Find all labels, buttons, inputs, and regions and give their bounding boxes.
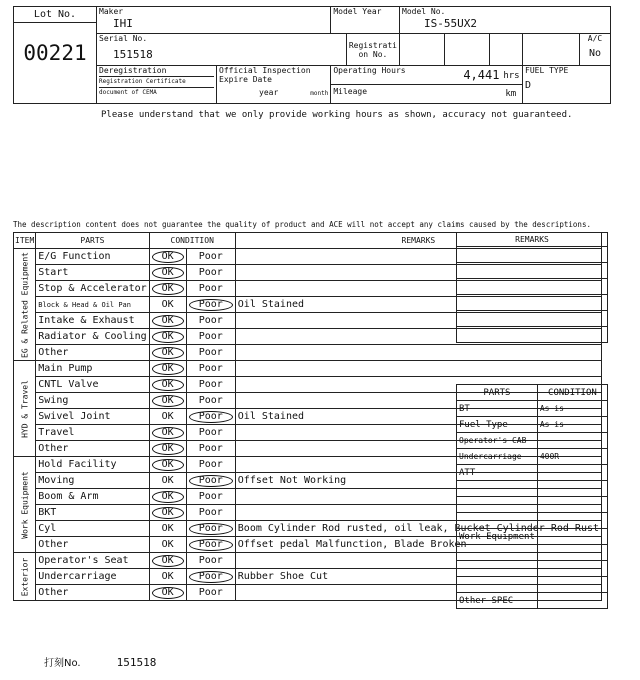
parts-row	[457, 401, 608, 417]
right-part-name: Undercarriage	[457, 449, 538, 465]
condition-ok-text: OK	[152, 267, 184, 279]
header-table	[13, 6, 611, 104]
lot-cell	[14, 7, 97, 104]
condition-ok	[149, 377, 186, 393]
condition-poor	[186, 361, 235, 377]
condition-ok-text: OK	[152, 283, 184, 295]
condition-ok	[149, 457, 186, 473]
remarks-box	[457, 247, 608, 263]
condition-ok-text: OK	[161, 475, 174, 486]
condition-ok	[149, 409, 186, 425]
condition-ok-text: OK	[161, 571, 174, 582]
remarks2-header: REMARKS	[457, 233, 608, 247]
maker-cell	[97, 7, 331, 34]
condition-ok	[149, 553, 186, 569]
condition-poor-text: Poor	[198, 267, 223, 278]
condition-ok	[149, 329, 186, 345]
condition-ok	[149, 441, 186, 457]
condition-ok	[149, 393, 186, 409]
condition-ok	[149, 505, 186, 521]
part-name: Cyl	[36, 521, 149, 537]
condition-poor-text: Poor	[198, 459, 223, 470]
inspection-label: Official Inspection Expire Date	[219, 66, 311, 84]
model-no-cell	[400, 7, 611, 34]
remark: Oil Stained	[235, 297, 601, 313]
condition-ok-text: OK	[152, 379, 184, 391]
condition-poor	[186, 425, 235, 441]
condition-ok-text: OK	[161, 299, 174, 310]
condition-poor-text: Poor	[198, 491, 223, 502]
condition-ok	[149, 281, 186, 297]
condition-poor	[186, 281, 235, 297]
remarks-box	[457, 311, 608, 327]
footer	[44, 654, 156, 669]
condition-ok-text: OK	[161, 539, 174, 550]
right-remarks-table	[456, 232, 608, 343]
hours-cell	[331, 66, 523, 104]
part-name: Stop & Accelerator	[36, 281, 149, 297]
condition-ok-text: OK	[152, 363, 184, 375]
condition-poor	[186, 585, 235, 601]
other-spec-label: Other SPEC	[457, 593, 538, 609]
condition-poor-text: Poor	[198, 331, 223, 342]
condition-ok-text: OK	[152, 331, 184, 343]
condition-poor-text: Poor	[189, 411, 233, 423]
hours-value: 4,441	[463, 68, 500, 82]
condition-ok	[149, 297, 186, 313]
reg-box-4	[523, 34, 580, 66]
lot-no-value: 00221	[23, 41, 87, 65]
inspection-cell	[217, 66, 331, 104]
fuel-type-label: FUEL TYPE	[525, 66, 569, 75]
part-name: Moving	[36, 473, 149, 489]
parts-label: PARTS	[457, 385, 538, 401]
condition-poor	[186, 537, 235, 553]
group-label: HYD & Travel	[20, 379, 30, 438]
condition-poor	[186, 553, 235, 569]
serial-label: Serial No.	[99, 34, 148, 43]
part-name: Swing	[36, 393, 149, 409]
remark: Oil Stained	[235, 409, 601, 425]
remarks-box	[457, 279, 608, 295]
condition-ok	[149, 473, 186, 489]
condition-poor-text: Poor	[198, 555, 223, 566]
part-name: Operator's Seat	[36, 553, 149, 569]
reg-cert-label: Registration Certificate	[99, 76, 214, 87]
condition-poor	[186, 521, 235, 537]
condition-poor-text: Poor	[198, 251, 223, 262]
model-no-value: IS-55UX2	[424, 17, 477, 30]
fuel-type-cell	[523, 66, 611, 104]
remark: Offset Not Working	[235, 473, 601, 489]
ac-label: A/C	[587, 34, 603, 43]
hrs-unit: hrs	[503, 71, 520, 81]
remark: Boom Cylinder Rod rusted, oil leak, Bucket Cylinder Rod Rust	[235, 521, 601, 537]
condition-ok	[149, 569, 186, 585]
model-year-label: Model Year	[333, 7, 382, 16]
condition-ok	[149, 249, 186, 265]
footer-value: 151518	[116, 656, 157, 669]
parts-row	[457, 433, 608, 449]
condition-poor-text: Poor	[198, 379, 223, 390]
condition-poor-text: Poor	[189, 523, 233, 535]
part-name: Main Pump	[36, 361, 149, 377]
condition-poor	[186, 393, 235, 409]
right-part-condition: 400R	[537, 449, 607, 465]
parts-row	[457, 417, 608, 433]
km-unit: km	[505, 89, 517, 99]
condition-poor	[186, 377, 235, 393]
op-hours-label: Operating Hours	[333, 66, 406, 75]
remark: Rubber Shoe Cut	[235, 569, 601, 585]
col-item: ITEM	[14, 233, 36, 249]
condition-poor	[186, 441, 235, 457]
part-name: Other	[36, 441, 149, 457]
condition-poor-text: Poor	[198, 443, 223, 454]
part-name: Other	[36, 345, 149, 361]
part-name: Radiator & Cooling	[36, 329, 149, 345]
condition-poor-text: Poor	[198, 395, 223, 406]
dereg-cell	[97, 66, 217, 104]
year-label: year	[259, 88, 279, 97]
parts-row	[457, 449, 608, 465]
group-label-cell	[14, 457, 36, 553]
condition-ok-text: OK	[152, 507, 184, 519]
condition-poor	[186, 313, 235, 329]
fuel-type-value: D	[525, 80, 532, 91]
condition-poor-text: Poor	[198, 283, 223, 294]
work-equipment-label: Work Equipment	[457, 529, 538, 545]
description-notice: The description content does not guarantee the quality of product and ACE will not accept any claims caused by the descriptions.	[13, 220, 591, 229]
condition-ok	[149, 537, 186, 553]
condition-ok-text: OK	[152, 395, 184, 407]
condition-ok-text: OK	[152, 347, 184, 359]
condition-ok-text: OK	[161, 411, 174, 422]
group-label: Work Equipment	[20, 470, 30, 539]
part-name: Swivel Joint	[36, 409, 149, 425]
condition-label: CONDITION	[537, 385, 607, 401]
condition-ok-text: OK	[152, 251, 184, 263]
condition-poor	[186, 249, 235, 265]
part-name: Undercarriage	[36, 569, 149, 585]
condition-poor	[186, 505, 235, 521]
part-name: Other	[36, 585, 149, 601]
serial-cell	[97, 34, 347, 66]
part-name: Start	[36, 265, 149, 281]
condition-poor	[186, 569, 235, 585]
reg-box-2	[445, 34, 490, 66]
part-name: Hold Facility	[36, 457, 149, 473]
part-name: Boom & Arm	[36, 489, 149, 505]
group-label: EG & Related Equipment	[20, 251, 30, 358]
condition-poor-text: Poor	[198, 427, 223, 438]
cema-label: document of CEMA	[99, 87, 214, 98]
condition-poor	[186, 457, 235, 473]
reg-box-1	[400, 34, 445, 66]
condition-poor-text: Poor	[198, 315, 223, 326]
condition-ok	[149, 489, 186, 505]
right-part-name: ATT	[457, 465, 538, 481]
parts-condition-table	[456, 384, 608, 609]
part-name: Other	[36, 537, 149, 553]
dereg-label: Deregistration	[99, 66, 167, 75]
parts-row	[457, 465, 608, 481]
condition-poor-text: Poor	[189, 299, 233, 311]
remark	[235, 361, 601, 377]
right-part-name: Fuel Type	[457, 417, 538, 433]
condition-poor-text: Poor	[189, 539, 233, 551]
group-label-cell	[14, 553, 36, 601]
condition-poor	[186, 297, 235, 313]
condition-ok-text: OK	[152, 491, 184, 503]
col-remarks: REMARKS	[235, 233, 601, 249]
condition-ok-text: OK	[152, 443, 184, 455]
condition-poor	[186, 329, 235, 345]
condition-poor	[186, 473, 235, 489]
condition-ok-text: OK	[152, 555, 184, 567]
condition-poor-text: Poor	[198, 347, 223, 358]
model-no-label: Model No.	[402, 7, 446, 16]
hours-notice: Please understand that we only provide working hours as shown, accuracy not guaranteed.	[101, 110, 573, 120]
col-condition: CONDITION	[149, 233, 235, 249]
serial-value: 151518	[113, 48, 153, 61]
condition-ok-text: OK	[152, 587, 184, 599]
right-part-condition	[537, 433, 607, 449]
condition-ok	[149, 585, 186, 601]
condition-ok	[149, 345, 186, 361]
remarks-box	[457, 327, 608, 343]
footer-label: 打刻No.	[44, 658, 81, 669]
part-name: Block & Head & Oil Pan	[36, 297, 149, 313]
condition-ok-text: OK	[152, 459, 184, 471]
month-label: month	[310, 90, 329, 97]
condition-ok	[149, 425, 186, 441]
condition-ok	[149, 361, 186, 377]
col-parts: PARTS	[36, 233, 149, 249]
part-name: E/G Function	[36, 249, 149, 265]
part-name: CNTL Valve	[36, 377, 149, 393]
group-label: Exterior	[20, 557, 30, 596]
condition-ok	[149, 265, 186, 281]
part-name: BKT	[36, 505, 149, 521]
reg-box-3	[490, 34, 523, 66]
registration-label: Registrati on No.	[346, 34, 399, 66]
right-part-name: Operator's CAB	[457, 433, 538, 449]
condition-poor-text: Poor	[189, 571, 233, 583]
maker-label: Maker	[99, 7, 124, 16]
right-part-condition: As is	[537, 417, 607, 433]
condition-ok-text: OK	[152, 315, 184, 327]
part-name: Intake & Exhaust	[36, 313, 149, 329]
right-part-name: BT	[457, 401, 538, 417]
remarks-box	[457, 295, 608, 311]
condition-ok-text: OK	[161, 523, 174, 534]
condition-ok	[149, 313, 186, 329]
part-name: Travel	[36, 425, 149, 441]
table-row	[14, 361, 602, 377]
right-part-condition	[537, 465, 607, 481]
condition-poor-text: Poor	[198, 363, 223, 374]
condition-ok	[149, 521, 186, 537]
remark: Offset pedal Malfunction, Blade Broken	[235, 537, 601, 553]
group-label-cell	[14, 249, 36, 361]
ac-cell	[580, 34, 611, 66]
model-year-cell	[331, 7, 400, 34]
condition-poor-text: Poor	[198, 587, 223, 598]
group-label-cell	[14, 361, 36, 457]
maker-value: IHI	[113, 17, 133, 30]
right-part-condition: As is	[537, 401, 607, 417]
condition-poor-text: Poor	[189, 475, 233, 487]
remarks-box	[457, 263, 608, 279]
condition-poor	[186, 345, 235, 361]
ac-value: No	[588, 48, 602, 59]
condition-poor	[186, 409, 235, 425]
condition-poor	[186, 265, 235, 281]
lot-no-label: Lot No.	[14, 7, 96, 23]
remark	[235, 345, 601, 361]
condition-poor	[186, 489, 235, 505]
table-row	[14, 345, 602, 361]
mileage-label: Mileage	[333, 87, 368, 96]
condition-poor-text: Poor	[198, 507, 223, 518]
condition-ok-text: OK	[152, 427, 184, 439]
